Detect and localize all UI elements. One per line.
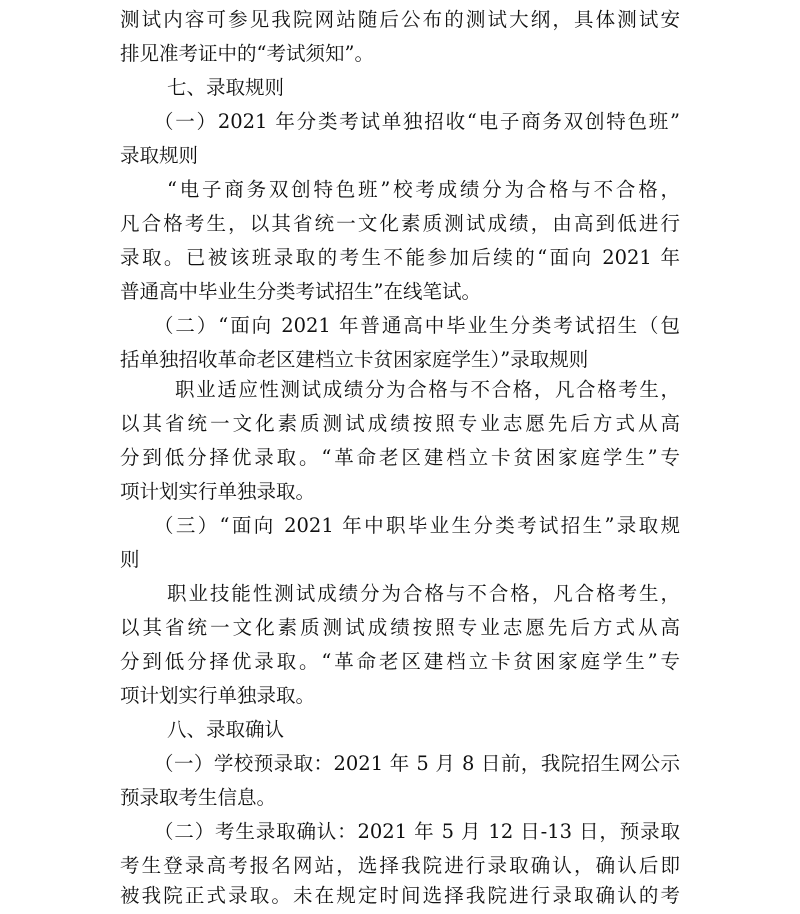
paragraph-line: 职业技能性测试成绩分为合格与不合格，凡合格考生，: [167, 582, 680, 605]
paragraph-line: 以其省统一文化素质测试成绩按照专业志愿先后方式从高: [120, 616, 680, 639]
paragraph-line: “电子商务双创特色班”校考成绩分为合格与不合格，: [167, 178, 680, 201]
paragraph-line: 普通高中毕业生分类考试招生”在线笔试。: [120, 280, 481, 303]
paragraph-line: 录取。已被该班录取的考生不能参加后续的“面向 2021 年: [120, 246, 680, 269]
paragraph-line: 项计划实行单独录取。: [120, 480, 316, 503]
paragraph-line: 分到低分择优录取。“革命老区建档立卡贫困家庭学生”专: [120, 650, 680, 673]
paragraph-line: 预录取考生信息。: [120, 786, 277, 809]
subsection-heading: （一）2021 年分类考试单独招收“电子商务双创特色班”: [154, 110, 680, 133]
paragraph-line: 职业适应性测试成绩分为合格与不合格，凡合格考生，: [175, 378, 680, 401]
paragraph-line: 排见准考证中的“考试须知”。: [120, 42, 374, 65]
subsection-heading: （二）考生录取确认：2021 年 5 月 12 日-13 日，预录取: [154, 820, 680, 843]
paragraph-line: 以其省统一文化素质测试成绩按照专业志愿先后方式从高: [120, 412, 680, 435]
subsection-heading: 括单独招收革命老区建档立卡贫困家庭学生）”录取规则: [120, 348, 589, 371]
paragraph-line: 考生登录高考报名网站，选择我院进行录取确认，确认后即: [120, 854, 680, 877]
paragraph-line: 被我院正式录取。未在规定时间选择我院进行录取确认的考: [120, 884, 680, 907]
paragraph-line: 凡合格考生，以其省统一文化素质测试成绩，由高到低进行: [120, 212, 680, 235]
section-heading: 七、录取规则: [167, 76, 285, 99]
subsection-heading: （三）“面向 2021 年中职毕业生分类考试招生”录取规: [154, 514, 680, 537]
subsection-heading: （二）“面向 2021 年普通高中毕业生分类考试招生（包: [154, 314, 680, 337]
paragraph-line: 测试内容可参见我院网站随后公布的测试大纲，具体测试安: [120, 8, 680, 31]
paragraph-line: 项计划实行单独录取。: [120, 684, 316, 707]
subsection-heading: 则: [120, 548, 140, 571]
subsection-heading: （一）学校预录取：2021 年 5 月 8 日前，我院招生网公示: [154, 752, 680, 775]
paragraph-line: 分到低分择优录取。“革命老区建档立卡贫困家庭学生”专: [120, 446, 680, 469]
section-heading: 八、录取确认: [167, 718, 285, 741]
subsection-heading: 录取规则: [120, 144, 199, 167]
